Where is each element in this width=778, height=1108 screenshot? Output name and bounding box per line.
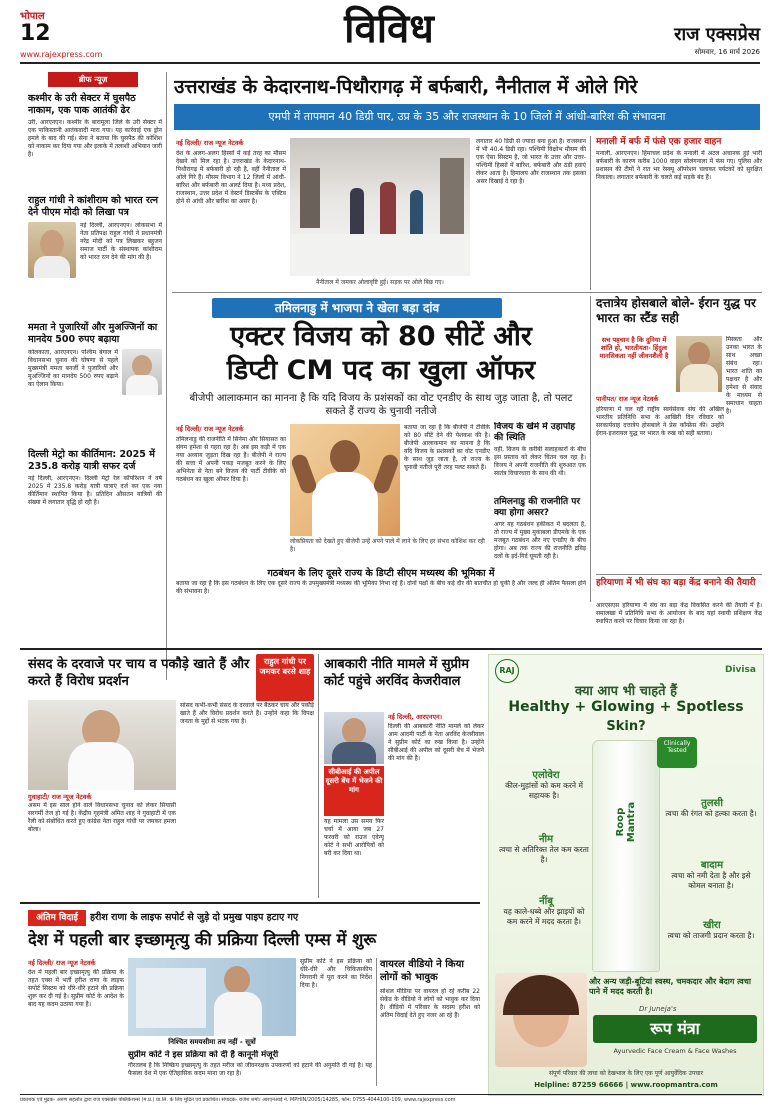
haryana-body: आरएसएस हरियाणा में संघ का बड़ा केंद्र विकसित करने की तैयारी में है। समालखा में प्रतिनिधि सभा के आयोजन के बाद यहां स्थायी प्रशिक्षण केंद्र स्थापित करने पर विचार किया जा रहा है। <box>596 602 762 625</box>
kejriwal-body-bottom: यह मामला उस समय फिर चर्चा में आया जब 27 फरवरी को राउज एवेन्यू कोर्ट ने सभी आरोपियों को बरी कर दिया था। <box>324 818 384 857</box>
issue-date: सोमवार, 16 मार्च 2026 <box>694 48 760 56</box>
ad-ingredient-name: खीरा <box>703 920 721 931</box>
ad-ingredient-desc: यह काले-धब्बे और झाइयों को कम करने में मदद करता है। <box>503 907 585 926</box>
mamata-photo <box>122 349 162 395</box>
tea-body: असम में इस साल होने वाले विधानसभा चुनाव को लेकर सियासी सरगर्मी तेज हो गई है। केंद्रीय गृहमंत्री अमित शाह ने गुवाहाटी में एक रैली को संबोधित करते हुए कांग्रेस नेता राहुल गांधी पर जमकर हमला बोला। <box>28 802 176 833</box>
ad-ingredient-desc: त्वचा को ताजगी प्रदान करता है। <box>667 931 755 940</box>
kejriwal-byline: नई दिल्ली, आरएनएन। <box>388 713 443 721</box>
ad-product-name: Roop Mantra <box>615 801 637 843</box>
brief-item-body: कोलकाता, आरएनएन। पश्चिम बंगाल में विधानसभा चुनाव की घोषणा से पहले मुख्यमंत्री ममता बनर्जी ने पुजारियों और मुअज्जिनों का मानदेय 500 रुपए बढ़ाने का ऐलान किया। <box>28 349 118 388</box>
kejriwal-body: दिल्ली की आबकारी नीति मामले को लेकर आम आदमी पार्टी के नेता अरविंद केजरीवाल ने सुप्रीम कोर्ट का रुख किया है। उन्होंने सीबीआई की अपील को दूसरी बेंच में भेजने की मांग की है। <box>388 723 484 762</box>
ad-dr-label: Dr Juneja's <box>639 1005 677 1013</box>
ad-product-line: Ayurvedic Face Cream & Face Washes <box>613 1047 737 1055</box>
ad-tagline: Healthy + Glowing + Spotless <box>508 699 744 715</box>
vijay-subhead: बीजेपी आलाकमान का मानना है कि यदि विजय के प्रशंसकों का वोट एनडीए के साथ जुड़ जाता है, तो पलट सकते हैं राज्य के चुनावी नतीजे <box>189 393 573 417</box>
hosabale-body-right: मिस्त्रता और उनका भारत के साथ अच्छा संबंध रहा। भारत शांति का पक्षधर है और हमेशा से संवाद के माध्यम से समाधान चाहता है। <box>726 336 762 415</box>
ad-brand-hindi: रूप मंत्रा <box>593 1015 757 1043</box>
column-divider <box>590 136 591 290</box>
kejriwal-badge: सीबीआई की अपील दूसरी बेंच में भेजने की मांग <box>324 766 384 816</box>
vijay-body-middle: बताया जा रहा है कि बीजेपी ने टीवीके को 80 सीटें देने की पेशकश की है। बीजेपी आलाकमान का मानना है कि यदि विजय के प्रशंसकों का वोट एनडीए के साथ जुड़ जाता है, तो राज्य के चुनावी नतीजे पूरी तरह पलट सकते हैं। <box>404 424 490 471</box>
hosabale-headline: दत्तात्रेय होसबाले बोले- ईरान युद्ध पर भारत का स्टैंड सही <box>596 296 756 325</box>
hosabale-body: हरियाणा में चल रही राष्ट्रीय स्वयंसेवक संघ की अखिल भारतीय प्रतिनिधि सभा के आखिरी दिन रविवार को सरकार्यवाह दत्तात्रेय होसबाले ने प्रेस कॉन्फ्रेंस की। उन्होंने ईरान-इजरायल युद्ध पर भारत के रुख को सही बताया। <box>596 406 724 437</box>
lead-photo-caption: नैनीताल में जमकर ओलावृष्टि हुई। सड़क पर ओले बिछ गए। <box>316 279 444 286</box>
masthead-city: भोपाल <box>20 11 45 22</box>
column-divider <box>376 958 377 1086</box>
euth-viral-body: सोशल मीडिया पर वायरल हो रहे करीब 22 सेकेंड के वीडियो ने लोगों को भावुक कर दिया है। वीडियो में परिवार के सदस्य हरीश को अंतिम विदाई देते हुए नजर आ रहे हैं। <box>380 988 480 1019</box>
ad-ingredient-desc: त्वचा की रंगत को हल्का करता है। <box>665 809 757 818</box>
hosabale-quote: सच पहचान है कि दुनिया में शांति हो, भारतीयता- हिंदुत्व मानसिकता नहीं जीवनशैली है <box>599 336 669 360</box>
ad-fine-print: संपूर्ण परिवार की त्वचा को देखभाल के लिए एक पूर्ण आयुर्वेदिक उपचार <box>548 1070 704 1077</box>
brief-item-body: नई दिल्ली, आरएनएन। लोकसभा में नेता प्रतिपक्ष राहुल गांधी ने प्रधानमंत्री नरेंद्र मोदी को पत्र लिखकर बहुजन समाज पार्टी के संस्थापक कांशीराम को भारत रत्न देने की मांग की है। <box>80 222 162 261</box>
ad-model-photo <box>495 973 587 1067</box>
ad-ingredient-name: नींबू <box>539 896 553 907</box>
footer-imprint: प्रकाशक एवं मुद्रक- अरुण सहलोत द्वारा राज एक्सप्रेस पब्लिकेशन्स (म.प्र.) प्रा.लि. के लिए मुद्रित एवं प्रकाशित। संपादक- राजेश शर्मा। आरएनआई नं. MPHIN/2005/14285, फोन: 0755-4044100-109, www.rajexpress.com <box>20 1097 456 1103</box>
euth-tag: अंतिम विदाई <box>28 910 86 926</box>
ad-skin: Skin? <box>606 719 646 734</box>
hosabale-byline: पानीपत/ राज न्यूज नेटवर्क <box>596 395 659 403</box>
masthead-rule <box>20 62 760 64</box>
vijay-side2-head: तमिलनाडु की राजनीति पर क्या होगा असर? <box>494 497 580 518</box>
vijay-strip-head: गठबंधन के लिए दूसरे राज्य के डिप्टी सीएम मध्यस्थ की भूमिका में <box>267 568 495 579</box>
ad-clinically-badge: Clinically Tested <box>657 737 697 768</box>
ad-brand-left: RAJ <box>495 659 519 683</box>
ad-ingredient-name: नीम <box>538 834 554 845</box>
brief-news-tag: ब्रीफ न्यूज़ <box>48 72 138 87</box>
column-divider <box>166 72 167 680</box>
vijay-kicker: तमिलनाडु में भाजपा ने खेला बड़ा दांव <box>212 298 502 318</box>
section-rule <box>596 574 762 575</box>
tea-badge: राहुल गांधी पर जमकर बरसे शाह <box>256 654 314 701</box>
euth-photo-caption: निश्चित समयसीमा तय नहीं - सूत्रों <box>168 1038 256 1046</box>
paper-name: राज एक्सप्रेस <box>674 24 760 45</box>
ad-ingredient-name: एलोवेरा <box>532 770 560 781</box>
manali-headline: मनाली में बर्फ में फंसे एक हजार वाहन <box>596 137 722 147</box>
ad-ingredient-name: तुलसी <box>701 798 723 809</box>
ad-ingredient-desc: त्वचा को नमी देता है और इसे कोमल बनाता है। <box>671 871 751 890</box>
vijay-byline: नई दिल्ली/ राज न्यूज नेटवर्क <box>176 425 244 433</box>
brief-item-body: नई दिल्ली, आरएनएन। दिल्ली मेट्रो रेल कॉर्पोरेशन ने वर्ष 2025 में 235.8 करोड़ यात्री यात्राएं दर्ज कर एक नया कीर्तिमान स्थापित किया है। प्रतिदिन औसतन यात्रियों की संख्या में लगातार वृद्धि हो रही है। <box>28 475 162 506</box>
vijay-side1-head: विजय के खेमे में उहापोह की स्थिति <box>494 422 576 443</box>
brief-item-head: ममता ने पुजारियों और मुअज्जिनों का मानदेय 500 रुपए बढ़ाया <box>28 322 158 345</box>
ad-product-tube <box>593 741 659 971</box>
brief-item-body: उरी, आरएनएन। कश्मीर के बारामूला जिले के उरी सेक्टर में एक पाकिस्तानी आतंकवादी मारा गया। यह कार्रवाई एक ड्रोन हमले के बाद की गई। सेना ने बताया कि घुसपैठ की कोशिश को नाकाम कर दिया गया और इलाके में तलाशी अभियान जारी है। <box>28 119 162 158</box>
vijay-side1-body: वहीं, विजय के करीबी सलाहकारों के बीच इस प्रस्ताव को लेकर चिंतन चल रहा है। विजय ने अपनी राजनीति की शुरुआत एक स्वतंत्र विचारधारा के साथ की थी। <box>494 446 586 477</box>
lead-byline: नई दिल्ली/ राज न्यूज नेटवर्क <box>176 139 244 147</box>
euth-sc-head: सुप्रीम कोर्ट ने इस प्रक्रिया को दी है कानूनी मंजूरी <box>128 1050 279 1060</box>
roop-mantra-ad[interactable] <box>488 654 764 1096</box>
brief-item-head: राहुल गांधी ने कांशीराम को भारत रत्न देने पीएम मोदी को लिखा पत्र <box>28 195 159 218</box>
brief-item-head: दिल्ली मेट्रो का कीर्तिमान: 2025 में 235.8 करोड़ यात्री सफर दर्ज <box>28 449 155 472</box>
vijay-headline-line2: डिप्टी CM पद का खुला ऑफर <box>226 355 536 386</box>
kejriwal-headline: आबकारी नीति मामले में सुप्रीम कोर्ट पहुंचे अरविंद केजरीवाल <box>324 657 470 689</box>
brief-item-head: कश्मीर के उरी सेक्टर में घुसपैठ नाकाम, एक पाक आतंकी ढेर <box>28 93 136 116</box>
section-rule <box>172 292 762 293</box>
vijay-headline-line1: एक्टर विजय को 80 सीटें और <box>230 321 532 352</box>
masthead <box>0 0 778 64</box>
footer-rule <box>20 1094 762 1095</box>
section-rule <box>20 648 762 650</box>
rahul-gandhi-photo <box>28 222 76 278</box>
euth-viral-head: वायरल वीडियो ने किया लोगों को भावुक <box>380 959 464 983</box>
brief-news-column <box>28 72 162 680</box>
kejriwal-photo <box>324 712 384 764</box>
euth-body-middle: सुप्रीम कोर्ट ने इस प्रक्रिया को धीरे-धीरे और चिकित्सकीय निगरानी में पूरा करने का निर्देश दिया है। <box>300 958 372 989</box>
ad-ingredient-name: बादाम <box>700 860 724 871</box>
website[interactable]: www.rajexpress.com <box>20 50 103 59</box>
vijay-photo <box>290 424 400 536</box>
ad-brand-right: Divisa <box>725 665 756 675</box>
column-divider <box>318 654 319 898</box>
ad-top-line: क्या आप भी चाहते हैं <box>575 684 677 699</box>
column-divider <box>590 296 591 602</box>
vijay-body: तमिलनाडु की राजनीति में सिनेमा और सियासत का संगम हमेशा से गहरा रहा है। अब इस कड़ी में एक नया अध्याय जुड़ता दिख रहा है। बीजेपी ने राज्य की सत्ता में अपनी पकड़ मजबूत करने के लिए अभिनेता से नेता बने विजय की पार्टी टीवीके को गठबंधन का खुला ऑफर दिया है। <box>176 436 286 483</box>
section-rule <box>20 902 480 904</box>
euth-photo <box>128 958 296 1036</box>
euth-headline: देश में पहली बार इच्छामृत्यु की प्रक्रिया दिल्ली एम्स में शुरू <box>28 930 377 949</box>
lead-photo-snow <box>290 138 470 276</box>
euth-byline: नई दिल्ली/ राज न्यूज नेटवर्क <box>28 959 96 967</box>
lead-body-continued: लगातार 40 डिग्री से ज्यादा बना हुआ है। राजस्थान में भी 40.4 डिग्री रहा। पश्चिमी विक्षोभ मौसम की एक ऐसा सिस्टम है, जो भारत के उत्तर और उत्तर-पश्चिमी हिस्सों में बारिश, बर्फबारी और ठंडी हवाएं लेकर आता है। हिमालय और राजस्थान तक इसका असर दिखाई दे रहा है। <box>476 138 586 185</box>
page-number: 12 <box>20 21 51 46</box>
euth-kicker: हरीश राणा के लाइफ सपोर्ट से जुड़े दो प्रमुख पाइप हटाए गए <box>90 912 299 923</box>
ad-ingredient-desc: कील-मुहांसों को कम करने में सहायक है। <box>505 781 583 800</box>
ad-ingredient-desc: त्वचा से अतिरिक्त तेल कम करता है। <box>499 845 589 864</box>
euth-sc-body: गौरतलब है कि निष्क्रिय इच्छामृत्यु के तहत मरीज को जीवनरक्षक उपकरणों को हटाने की अनुमति दी गई है। यह फैसला देश में एक ऐतिहासिक कदम माना जा रहा है। <box>128 1062 372 1077</box>
tea-body-right: सांसद कभी-कभी संसद के दरवाजे पर बैठकर चाय और पकौड़े खाते हैं और विरोध प्रदर्शन करते हैं। उन्होंने कहा कि विपक्ष जनता के मुद्दों से भटक गया है। <box>180 702 314 725</box>
haryana-headline: हरियाणा में भी संघ का बड़ा केंद्र बनाने की तैयारी <box>596 578 756 588</box>
lead-headline: उत्तराखंड के केदारनाथ-पिथौरागढ़ में बर्फबारी, नैनीताल में ओले गिरे <box>174 76 638 98</box>
vijay-strip-body: बताया जा रहा है कि इस गठबंधन के लिए एक दूसरे राज्य के उपमुख्यमंत्री मध्यस्थ की भूमिका निभा रहे हैं। दोनों पक्षों के बीच कई दौर की बातचीत हो चुकी है और जल्द ही अंतिम फैसला होने की संभावना है। <box>176 580 586 595</box>
amit-shah-photo <box>28 700 176 790</box>
ad-bottom-line: और अन्य जड़ी-बूटियां स्वस्थ, चमकदार और बेदाग त्वचा पाने में मदद करती है। <box>589 977 751 996</box>
ad-helpline[interactable]: Helpline: 87259 66666 | www.roopmantra.com <box>534 1081 718 1089</box>
vijay-photo-caption: लोकप्रियता को देखते हुए बीजेपी उन्हें अपने पाले में लाने के लिए हर संभव कोशिश कर रही है। <box>290 538 485 553</box>
section-title: विविध <box>344 6 434 52</box>
tea-headline: संसद के दरवाजे पर चाय व पकौड़े खाते हैं और करते हैं विरोध प्रदर्शन <box>28 657 250 689</box>
manali-body: मनाली, आरएनएन। हिमाचल प्रदेश के मनाली में अटल अचानक हुई भारी बर्फबारी के कारण करीब 1000 वाहन सोलंगनाला में फंस गए। पुलिस और प्रशासन की टीमों ने रात भर रेस्क्यू ऑपरेशन चलाकर पर्यटकों को सुरक्षित निकाला। लगातार बर्फबारी के चलते कई सड़कें बंद हैं। <box>596 150 762 181</box>
tea-byline: गुवाहाटी/ राज न्यूज नेटवर्क <box>28 793 92 801</box>
lead-body: देश के अलग-अलग हिस्सों में कई तरह का मौसम देखने को मिल रहा है। उत्तराखंड के केदारनाथ-पिथौरागढ़ में बर्फबारी हो रही है, वहीं नैनीताल में ओले गिरे हैं। मौसम विभाग ने 12 जिलों में आंधी-बारिश और बर्फबारी का अलर्ट दिया है। मध्य प्रदेश, राजस्थान, उत्तर प्रदेश में वेस्टर्न डिस्टर्बेंस के एक्टिव होने से आंधी और बारिश का असर है। <box>176 150 286 205</box>
vijay-side2-body: अगर यह गठबंधन हकीकत में बदलता है, तो राज्य में मुख्य मुकाबला डीएमके के एक मजबूत गठबंधन और नए एनडीए के बीच होगा। अब तक राज्य की राजनीति द्रविड़ दलों के इर्द-गिर्द घूमती रही है। <box>494 521 586 560</box>
euth-body: देश में पहली बार इच्छामृत्यु की प्रक्रिया के तहत एक्स में भर्ती हरीश राणा के लाइफ सपोर्ट सिस्टम को धीरे-धीरे हटाने की प्रक्रिया शुरू कर दी गई है। सुप्रीम कोर्ट के आदेश के बाद यह कदम उठाया गया है। <box>28 969 124 1008</box>
lead-subhead: एमपी में तापमान 40 डिग्री पार, उप्र के 35 और राजस्थान के 10 जिलों में आंधी-बारिश की संभावना <box>174 104 760 130</box>
